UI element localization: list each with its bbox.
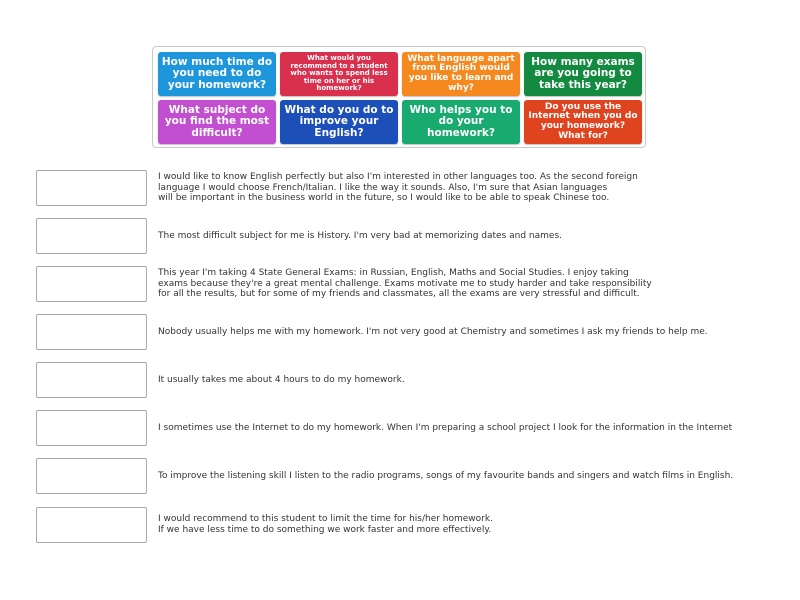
answer-line: language I would choose French/Italian. I like the way it sounds. Also, I'm sure that Asian languages: [158, 182, 608, 193]
answer-text: [158, 266, 778, 302]
answer-line: This year I'm taking 4 State General Exams: in Russian, English, Maths and Social Studies. I enjoy taking: [158, 267, 629, 278]
question-tile[interactable]: Who helps you to do your homework?: [402, 100, 520, 144]
question-tile[interactable]: Do you use the Internet when you do your homework? What for?: [524, 100, 642, 144]
answer-line: To improve the listening skill I listen to the radio programs, songs of my favourite bands and singers and watch films in English.: [158, 470, 734, 481]
match-row: [0, 410, 800, 448]
question-bank: [152, 46, 646, 148]
match-row: [0, 218, 800, 256]
question-tile[interactable]: What language apart from English would you like to learn and why?: [402, 52, 520, 96]
answer-text: [158, 507, 778, 543]
match-row: [0, 314, 800, 352]
answer-text: [158, 362, 778, 398]
answer-text: [158, 410, 778, 446]
answer-line: for all the results, but for some of my friends and classmates, all the exams are very stressful and difficult.: [158, 289, 640, 300]
answer-line: I would recommend to this student to limit the time for his/her homework.: [158, 514, 493, 525]
answer-line: If we have less time to do something we work faster and more effectively.: [158, 525, 492, 535]
question-tile[interactable]: What subject do you find the most difficult?: [158, 100, 276, 144]
question-tile[interactable]: What do you do to improve your English?: [280, 100, 398, 144]
answer-line: will be important in the business world in the future, so I would like to be able to speak Chinese too.: [158, 193, 610, 204]
drop-slot[interactable]: [36, 507, 147, 543]
drop-slot[interactable]: [36, 410, 147, 446]
match-row: [0, 170, 800, 208]
drop-slot[interactable]: [36, 266, 147, 302]
answer-line: exams because they're a great mental challenge. Exams motivate me to study harder and take responsibility: [158, 278, 652, 289]
match-row: [0, 507, 800, 545]
drop-slot[interactable]: [36, 362, 147, 398]
drop-slot[interactable]: [36, 314, 147, 350]
answer-text: [158, 458, 778, 494]
answer-text: [158, 170, 778, 206]
match-row: [0, 362, 800, 400]
answer-line: The most difficult subject for me is History. I'm very bad at memorizing dates and names.: [158, 230, 563, 241]
answer-text: [158, 218, 778, 254]
drop-slot[interactable]: [36, 458, 147, 494]
question-tile[interactable]: What would you recommend to a student who wants to spend less time on her or his homework?: [280, 52, 398, 96]
match-row: [0, 458, 800, 496]
question-tile[interactable]: How much time do you need to do your homework?: [158, 52, 276, 96]
answer-line: Nobody usually helps me with my homework. I'm not very good at Chemistry and sometimes I ask my friends to help me.: [158, 326, 708, 337]
answer-text: [158, 314, 778, 350]
match-row: [0, 266, 800, 304]
answer-line: I would like to know English perfectly but also I'm interested in other languages too. As the second foreign: [158, 171, 638, 182]
question-tile[interactable]: How many exams are you going to take this year?: [524, 52, 642, 96]
drop-slot[interactable]: [36, 170, 147, 206]
answer-line: It usually takes me about 4 hours to do my homework.: [158, 374, 405, 385]
answer-line: I sometimes use the Internet to do my homework. When I'm preparing a school project I look for the information in the Internet: [158, 422, 733, 433]
drop-slot[interactable]: [36, 218, 147, 254]
